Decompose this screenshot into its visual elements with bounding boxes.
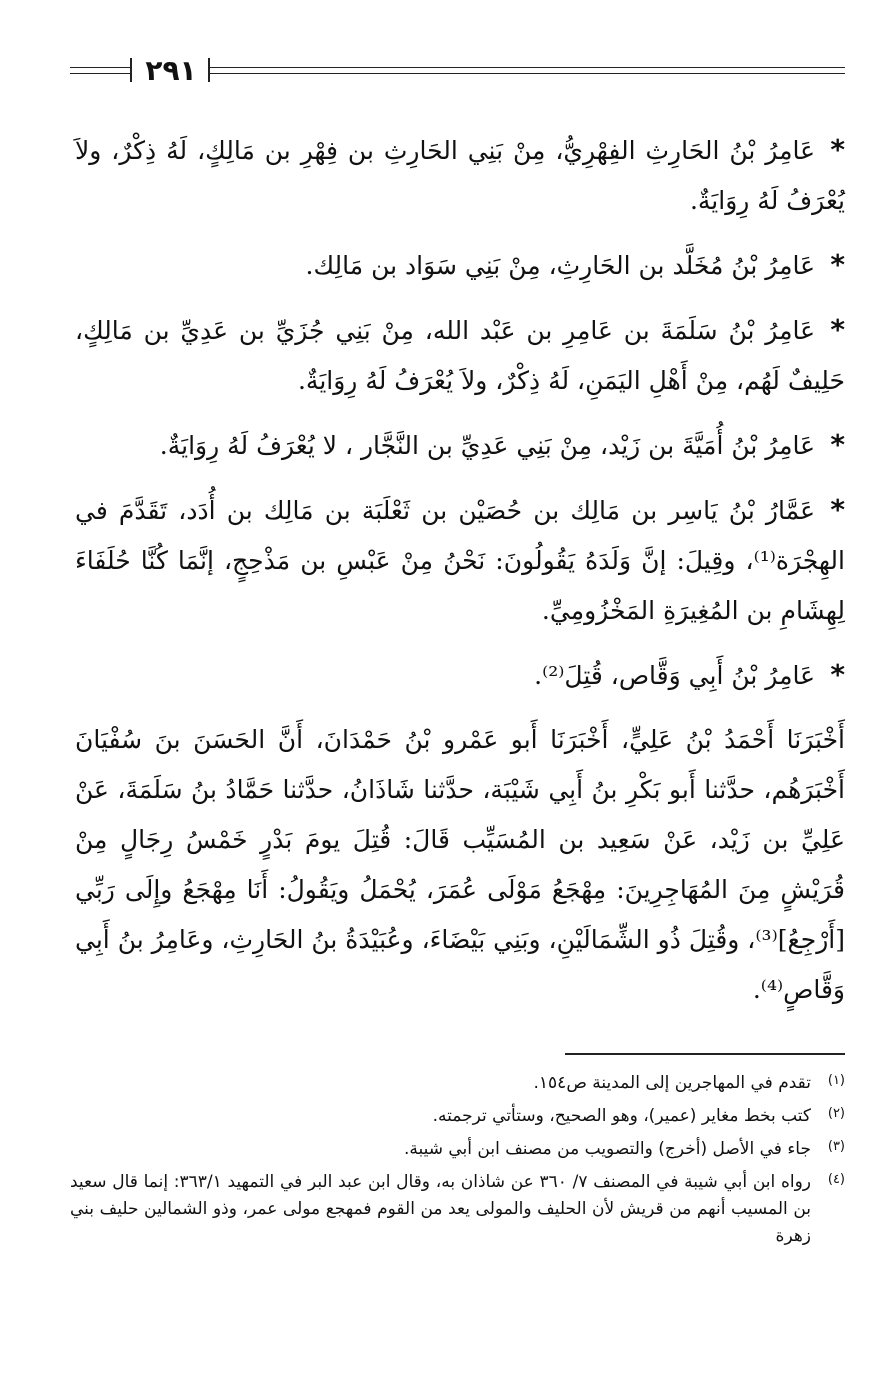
asterisk-icon: * (830, 658, 845, 691)
entry-paragraph (75, 240, 845, 291)
narration-paragraph (75, 715, 845, 1015)
entry-text: عَامِرُ بْنُ أَبِي وَقَّاص، قُتِلَ⁽²⁾. (534, 661, 815, 690)
footnotes (70, 1070, 845, 1256)
entry-text: عَامِرُ بْنُ الحَارِثِ الفِهْرِيُّ، مِنْ بَنِي الحَارِثِ بن فِهْرِ بن مَالِكٍ، لَهُ ذِكْرٌ، ولاَ يُعْرَفُ لَهُ رِوَايَةٌ. (75, 136, 845, 215)
footnote-text: جاء في الأصل (أخرج) والتصويب من مصنف ابن أبي شيبة. (403, 1139, 811, 1159)
entry-text: عَامِرُ بْنُ مُخَلَّد بن الحَارِثِ، مِنْ بَنِي سَوَاد بن مَالِك. (305, 251, 815, 280)
footnote-number: (٣) (827, 1139, 845, 1154)
asterisk-icon: * (830, 493, 845, 526)
narration-text: أَخْبَرَنَا أَحْمَدُ بْنُ عَلِيٍّ، أَخْبَرَنَا أَبو عَمْرو بْنُ حَمْدَانَ، أَنَّ الحَسَنَ بنَ سُفْيَانَ أَخْبَرَهُم، حدَّثنا أَبو بَكْرِ بنُ أَبِي شَيْبَة، حدَّثنا شَاذَانُ، حدَّثنا حَمَّادُ بنُ سَلَمَةَ، عَنْ عَلِيِّ بن زَيْد، عَنْ سَعِيد بن المُسَيِّب قَالَ: قُتِلَ يومَ بَدْرٍ خَمْسُ رِجَالٍ مِنْ قُرَيْشٍ مِنَ المُهَاجِرِينَ: مِهْجَعُ مَوْلَى عُمَرَ، يُحْمَلُ ويَقُولُ: أَنَا مِهْجَعُ وإِلَى رَبِّي [أَرْجِعُ]⁽³⁾، وقُتِلَ ذُو الشِّمَالَيْنِ، وبَنِي بَيْضَاءَ، وعُبَيْدَةُ بنُ الحَارِثِ، وعَامِرُ بنُ أَبِي وَقَّاصٍ⁽⁴⁾. (75, 725, 845, 1004)
entry-paragraph (75, 650, 845, 701)
footnote (70, 1103, 845, 1130)
entry-paragraph (75, 305, 845, 406)
asterisk-icon: * (830, 133, 845, 166)
asterisk-icon: * (830, 248, 845, 281)
footnote-text: رواه ابن أبي شيبة في المصنف ٧/ ٣٦٠ عن شاذان به، وقال ابن عبد البر في التمهيد ٣٦٣/١: إنما قال سعيد بن المسيب أنهم من قريش لأن الحليف والمولى يعد من القوم فمهجع مولى عمر، وذو الشمالين حليف بني زهرة (70, 1172, 812, 1246)
footnote-number: (١) (827, 1073, 845, 1088)
entry-text: عَامِرُ بْنُ أُمَيَّةَ بن زَيْد، مِنْ بَنِي عَدِيِّ بن النَّجَّار ، لا يُعْرَفُ لَهُ رِوَايَةٌ. (159, 431, 815, 460)
entry-paragraph (75, 420, 845, 471)
entry-paragraph (75, 485, 845, 636)
entry-paragraph (75, 125, 845, 226)
asterisk-icon: * (830, 313, 845, 346)
footnote-number: (٢) (827, 1106, 845, 1121)
entry-text: عَامِرُ بْنُ سَلَمَةَ بن عَامِرِ بن عَبْد الله، مِنْ بَنِي جُزَيِّ بن عَدِيِّ بن مَالِكٍ، حَلِيفٌ لَهُم، مِنْ أَهْلِ اليَمَنِ، لَهُ ذِكْرٌ، ولاَ يُعْرَفُ لَهُ رِوَايَةٌ. (75, 316, 845, 395)
footnote-number: (٤) (827, 1172, 845, 1187)
page-number: ٢٩١ (145, 54, 197, 87)
footnote-text: تقدم في المهاجرين إلى المدينة ص١٥٤. (533, 1073, 811, 1093)
footnote-text: كتب بخط مغاير (عمير)، وهو الصحيح، وستأتي ترجمته. (432, 1106, 811, 1126)
main-text (75, 125, 845, 1029)
footnote (70, 1136, 845, 1163)
header-rule-left (70, 67, 130, 74)
page-header (70, 52, 845, 92)
footnote (70, 1169, 845, 1250)
header-rule-cap (130, 58, 132, 82)
footnote-separator (565, 1053, 845, 1055)
entry-text: عَمَّارُ بْنُ يَاسِر بن مَالِك بن حُصَيْن بن ثَعْلَبَة بن مَالِك بن أُدَد، تَقَدَّمَ في الهِجْرَة⁽¹⁾، وقِيلَ: إنَّ وَلَدَهُ يَقُولُونَ: نَحْنُ مِنْ عَبْسِ بن مَذْحِجٍ، إنَّمَا كُنَّا حُلَفَاءَ لِهِشَامِ بن المُغِيرَةِ المَخْزُومِيِّ. (75, 496, 845, 625)
footnote (70, 1070, 845, 1097)
header-rule-right (210, 67, 845, 74)
asterisk-icon: * (830, 428, 845, 461)
